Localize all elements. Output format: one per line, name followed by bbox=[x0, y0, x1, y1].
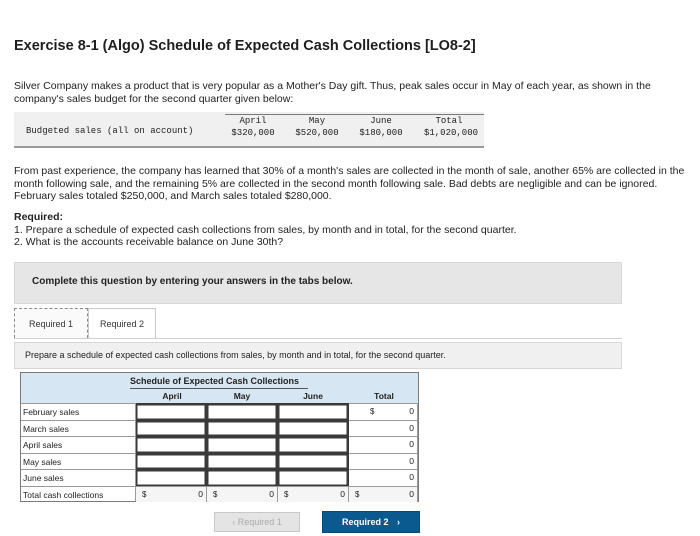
total-value: 0 bbox=[409, 455, 414, 466]
schedule-title-underline bbox=[130, 388, 308, 389]
budget-divider bbox=[225, 114, 484, 115]
column-header-total: Total bbox=[374, 391, 394, 401]
total-value: 0 bbox=[409, 488, 414, 499]
input-june-june[interactable] bbox=[278, 469, 349, 486]
total-value: 0 bbox=[269, 488, 274, 499]
input-june-april[interactable] bbox=[136, 469, 207, 486]
input-march-may[interactable] bbox=[207, 420, 278, 437]
total-may bbox=[349, 453, 418, 470]
experience-text: From past experience, the company has learned that 30% of a month's sales are collected in the month of sale, another 65% are collected in the month following sale, and the remaining 5% are collected in the second month following sale. Bad debts are negligible and can be ignored. February sales totaled $250,000, and March sales totaled $280,000. bbox=[14, 165, 685, 202]
row-label-april: April sales bbox=[21, 436, 136, 453]
row-label-june: June sales bbox=[21, 469, 136, 486]
total-value: 0 bbox=[409, 422, 414, 433]
budget-value-april: $320,000 bbox=[231, 128, 275, 138]
intro-text: Silver Company makes a product that is very popular as a Mother's Day gift. Thus, peak sales occur in May of each year, as shown in the company's sales budget for the second quarter given below: bbox=[14, 80, 651, 105]
total-value: 0 bbox=[409, 472, 414, 482]
row-label-total-collections: Total cash collections bbox=[21, 486, 136, 503]
input-may-may[interactable] bbox=[207, 453, 278, 470]
budget-header-april: April bbox=[239, 116, 267, 126]
next-button-label: Required 2 bbox=[341, 517, 389, 527]
budget-value-total: $1,020,000 bbox=[423, 128, 478, 138]
budget-row-label: Budgeted sales (all on account) bbox=[26, 126, 194, 136]
total-value: 0 bbox=[340, 488, 345, 499]
chevron-right-icon: › bbox=[397, 517, 401, 527]
schedule-title: Schedule of Expected Cash Collections bbox=[130, 376, 300, 386]
total-collections-may bbox=[207, 486, 278, 503]
column-header-june: June bbox=[303, 391, 323, 401]
total-february bbox=[349, 403, 418, 420]
input-march-june[interactable] bbox=[278, 420, 349, 437]
total-value: 0 bbox=[198, 488, 203, 499]
complete-prompt-text: Complete this question by entering your answers in the tabs below. bbox=[32, 276, 353, 287]
row-label-march: March sales bbox=[21, 420, 136, 437]
total-march bbox=[349, 420, 418, 437]
budget-value-june: $180,000 bbox=[359, 128, 403, 138]
row-label-february: February sales bbox=[21, 403, 136, 420]
budget-header-june: June bbox=[370, 116, 392, 126]
currency-symbol: $ bbox=[213, 489, 218, 499]
currency-symbol: $ bbox=[284, 489, 289, 499]
input-may-june[interactable] bbox=[278, 453, 349, 470]
total-april bbox=[349, 436, 418, 453]
prev-button-label: Required 1 bbox=[237, 517, 282, 527]
input-february-may[interactable] bbox=[207, 403, 278, 420]
input-february-june[interactable] bbox=[278, 403, 349, 420]
currency-symbol: $ bbox=[142, 489, 147, 499]
total-value: 0 bbox=[409, 406, 414, 416]
input-may-april[interactable] bbox=[136, 453, 207, 470]
budget-header-may: May bbox=[308, 116, 326, 126]
total-june bbox=[349, 469, 418, 486]
instruction-text: Prepare a schedule of expected cash collections from sales, by month and in total, for the second quarter. bbox=[25, 350, 446, 360]
input-march-april[interactable] bbox=[136, 420, 207, 437]
next-required-button[interactable] bbox=[322, 511, 420, 533]
currency-symbol: $ bbox=[370, 407, 375, 416]
total-collections-total bbox=[349, 486, 418, 503]
budget-header-total: Total bbox=[435, 116, 463, 126]
column-header-april: April bbox=[162, 391, 182, 401]
budget-value-may: $520,000 bbox=[295, 128, 339, 138]
prev-required-button[interactable] bbox=[214, 512, 300, 532]
page-title: Exercise 8-1 (Algo) Schedule of Expected Cash Collections [LO8-2] bbox=[14, 38, 476, 54]
total-collections-april bbox=[136, 486, 207, 503]
required-section bbox=[14, 211, 684, 249]
currency-symbol: $ bbox=[355, 489, 360, 499]
column-header-may: May bbox=[233, 391, 251, 401]
input-april-june[interactable] bbox=[278, 436, 349, 453]
required-item-2: 2. What is the accounts receivable balance on June 30th? bbox=[14, 236, 284, 248]
input-june-may[interactable] bbox=[207, 469, 278, 486]
input-february-april[interactable] bbox=[136, 403, 207, 420]
total-collections-june bbox=[278, 486, 349, 503]
input-april-april[interactable] bbox=[136, 436, 207, 453]
chevron-left-icon: ‹ bbox=[232, 517, 236, 527]
input-april-may[interactable] bbox=[207, 436, 278, 453]
tab-divider bbox=[14, 338, 622, 339]
tab-required-2[interactable]: Required 2 bbox=[88, 308, 156, 338]
row-label-may: May sales bbox=[21, 453, 136, 470]
required-heading: Required: bbox=[14, 211, 64, 223]
required-item-1: 1. Prepare a schedule of expected cash collections from sales, by month and in total, for the second quarter. bbox=[14, 223, 517, 236]
total-value: 0 bbox=[409, 439, 414, 449]
tab-required-1[interactable]: Required 1 bbox=[14, 308, 88, 338]
